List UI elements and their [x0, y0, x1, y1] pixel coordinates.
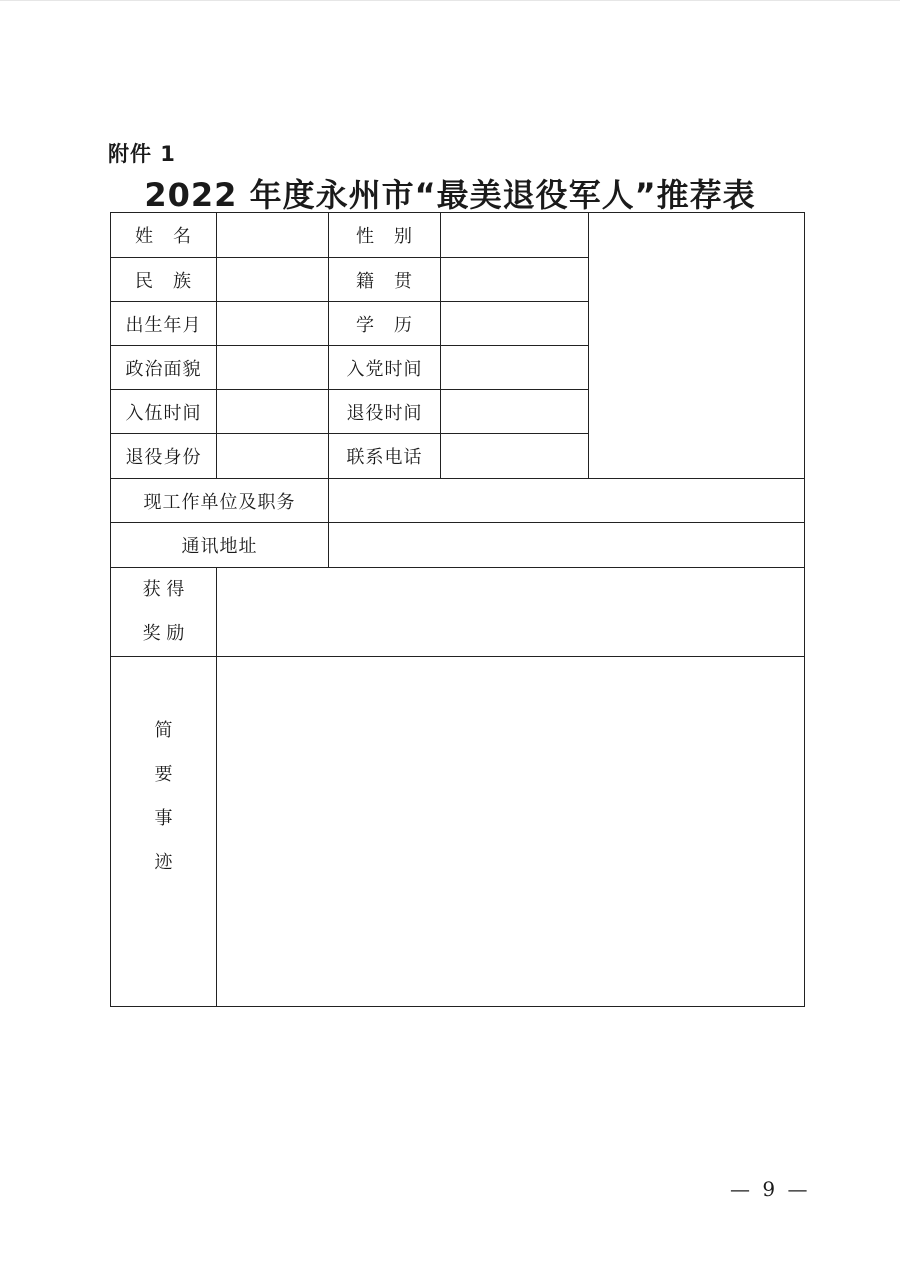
page-top-edge: [0, 0, 900, 1]
birth-date-field[interactable]: [217, 302, 329, 346]
deeds-char-3: 事: [154, 807, 173, 829]
work-unit-field[interactable]: [329, 479, 805, 523]
gender-label: 性 别: [329, 213, 441, 258]
enlist-date-label: 入伍时间: [111, 390, 217, 434]
attachment-label: 附件 1: [108, 142, 176, 166]
name-label: 姓 名: [111, 213, 217, 258]
table-row: [111, 479, 805, 523]
address-label: 通讯地址: [111, 523, 329, 568]
party-join-date-field[interactable]: [441, 346, 589, 390]
awards-label-line1: 获 得: [142, 579, 185, 600]
education-field[interactable]: [441, 302, 589, 346]
party-join-date-label: 入党时间: [329, 346, 441, 390]
retire-date-label: 退役时间: [329, 390, 441, 434]
education-label: 学 历: [329, 302, 441, 346]
table-row: [111, 568, 805, 657]
address-field[interactable]: [329, 523, 805, 568]
awards-field[interactable]: [217, 568, 805, 657]
ethnicity-field[interactable]: [217, 258, 329, 302]
native-place-label: 籍 贯: [329, 258, 441, 302]
table-row: [111, 213, 805, 258]
gender-field[interactable]: [441, 213, 589, 258]
native-place-field[interactable]: [441, 258, 589, 302]
political-status-label: 政治面貌: [111, 346, 217, 390]
veteran-status-field[interactable]: [217, 434, 329, 479]
deeds-char-4: 迹: [154, 851, 173, 873]
birth-date-label: 出生年月: [111, 302, 217, 346]
phone-field[interactable]: [441, 434, 589, 479]
political-status-field[interactable]: [217, 346, 329, 390]
phone-label: 联系电话: [329, 434, 441, 479]
deeds-char-1: 简: [154, 719, 173, 741]
table-row: [111, 523, 805, 568]
retire-date-field[interactable]: [441, 390, 589, 434]
work-unit-label: 现工作单位及职务: [111, 479, 329, 523]
enlist-date-field[interactable]: [217, 390, 329, 434]
deeds-field[interactable]: [217, 657, 805, 1007]
veteran-status-label: 退役身份: [111, 434, 217, 479]
recommendation-form-table: [110, 212, 805, 1007]
photo-cell[interactable]: [589, 213, 805, 479]
table-row: [111, 657, 805, 1007]
ethnicity-label: 民 族: [111, 258, 217, 302]
awards-label: [111, 568, 217, 657]
awards-label-line2: 奖 励: [142, 623, 185, 644]
page-number: — 9 —: [730, 1177, 811, 1201]
name-field[interactable]: [217, 213, 329, 258]
deeds-char-2: 要: [154, 763, 173, 785]
document-title: 2022 年度永州市“最美退役军人”推荐表: [144, 176, 756, 214]
deeds-label: [111, 657, 217, 1007]
